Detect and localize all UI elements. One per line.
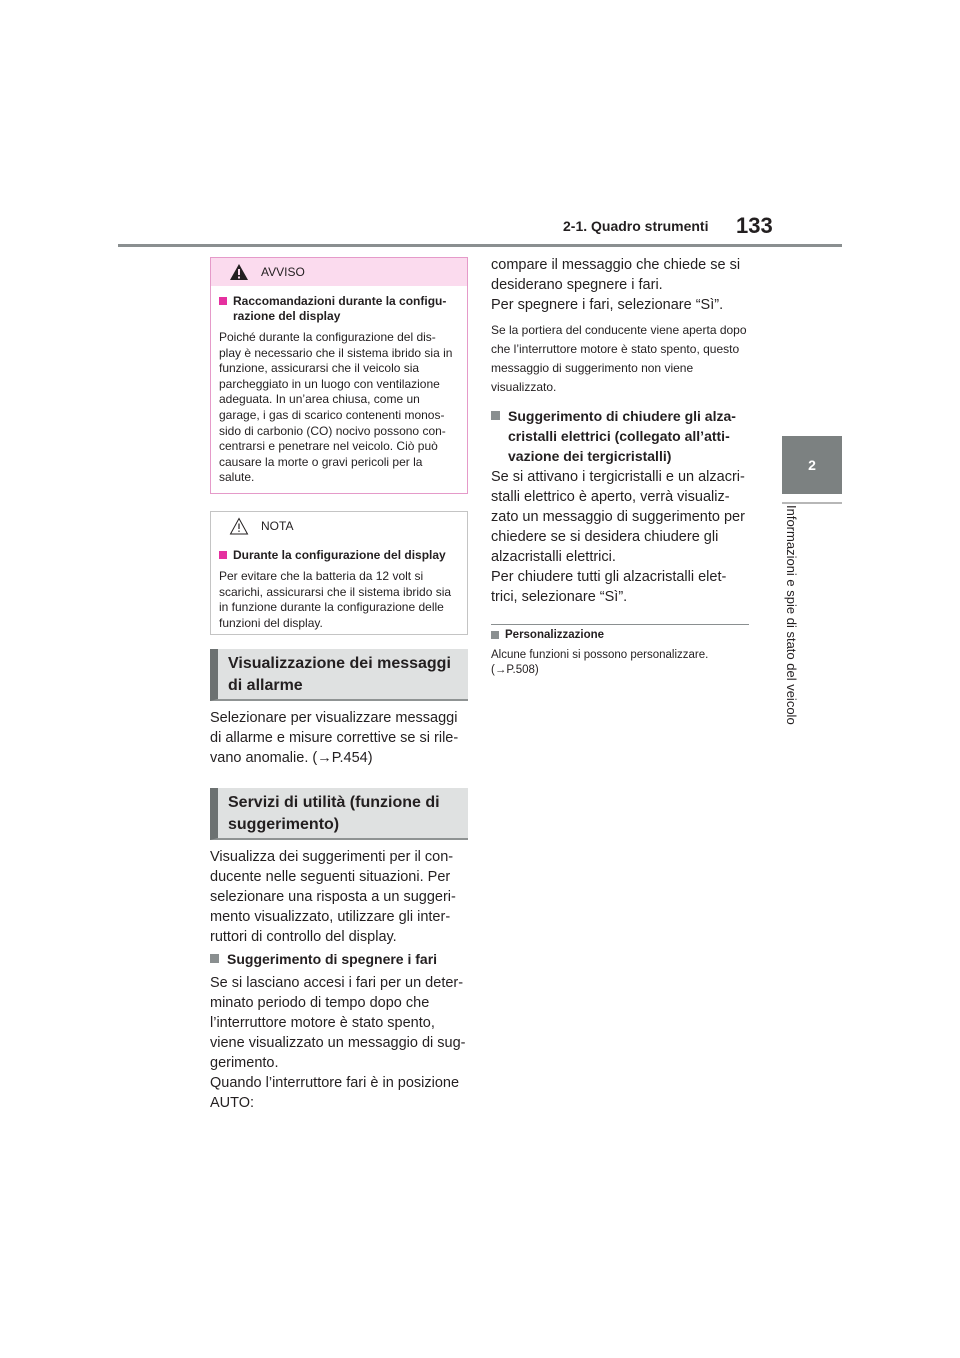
side-divider [782, 502, 842, 504]
headlights-text-1: Se si lasciano accesi i fari per un deter- minato periodo di tempo dopo che l’interruttore motore è stato spento, viene visualizzato un messaggio di sug- gerimento. [210, 975, 466, 1071]
warning-box [210, 257, 468, 494]
warning-label: AVVISO [261, 265, 305, 279]
note-label: NOTA [261, 519, 294, 533]
gray-square-bullet-icon [491, 631, 499, 639]
note-box [210, 511, 468, 635]
gray-square-bullet-icon [491, 411, 500, 420]
windows-text-2: Per chiudere tutti gli alzacristalli elet- trici, selezionare “Sì”. [491, 569, 727, 605]
headlights-text-3: compare il messaggio che chiede se si desiderano spegnere i fari. [491, 257, 741, 293]
chapter-title: Informazioni e spie di stato del veicolo [784, 505, 799, 725]
heading-utility-services [210, 788, 468, 840]
section-label: 2-1. Quadro strumenti [563, 218, 709, 234]
warning-icon [229, 263, 249, 281]
customization-title-text: Personalizzazione [505, 629, 605, 641]
warning-messages-text: Selezionare per visualizzare messaggi di allarme e misure correttive se si rile- vano anomalie. (→P.454) [210, 710, 459, 766]
header-divider [118, 244, 842, 247]
warning-subtitle [219, 294, 459, 324]
note-text: Per evitare che la batteria da 12 volt si scarichi, assicurarsi che il sistema ibrido sia in funzione durante la configurazione delle funzioni del display. [219, 569, 452, 630]
chapter-tab[interactable] [782, 436, 842, 494]
windows-text-1: Se si attivano i tergicristalli e un alzacri- stalli elettrico è aperto, verrà visualiz- zato un messaggio di suggerimento per chiedere se si desidera chiudere gli alzacristalli elettrici. [491, 469, 745, 565]
heading-warning-messages-text: Visualizzazione dei messaggi di allarme [228, 655, 451, 694]
headlights-text-2: Quando l’interruttore fari è in posizione AUTO: [210, 1075, 460, 1111]
warning-text: Poiché durante la configurazione del dis- play è necessario che il sistema ibrido sia in funzione, assicurarsi che il veicolo sia parcheggiato in un luogo con ventilazione adeguata. In un’area chiusa, come un garage, i gas di scarico contenenti monos- sido di carbonio (CO) nocivo possono con- centrarsi e penetrare nel veicolo. Ciò può causare la morte o gravi pericoli per la salute. [219, 330, 453, 485]
pink-square-bullet-icon [219, 551, 227, 559]
caution-outline-icon [229, 517, 249, 535]
chapter-title-vertical [782, 505, 806, 740]
heading-warning-messages [210, 649, 468, 701]
warning-subtitle-text: Raccomandazioni durante la configu- razione del display [233, 294, 447, 323]
headlights-text-4: Per spegnere i fari, selezionare “Sì”. [491, 297, 724, 313]
sub-heading-headlights [210, 949, 468, 969]
note-subtitle-text: Durante la configurazione del display [233, 548, 446, 562]
customization-text: Alcune funzioni si possono personalizzare. (→P.508) [491, 649, 709, 676]
warning-header [211, 258, 467, 286]
heading-utility-services-text: Servizi di utilità (funzione di suggerimento) [228, 794, 440, 833]
sub-heading-windows-text: Suggerimento di chiudere gli alza- cristalli elettrici (collegato all’atti- vazione dei tergicristalli) [508, 408, 736, 464]
sub-heading-headlights-text: Suggerimento di spegnere i fari [227, 951, 438, 967]
customization-divider [491, 624, 749, 625]
headlights-note: Se la portiera del conducente viene aperta dopo che l’interruttore motore è stato spento, questo messaggio di suggerimento non viene visualizzato. [491, 323, 747, 394]
page-number: 133 [736, 213, 773, 238]
gray-square-bullet-icon [210, 954, 219, 963]
note-subtitle [219, 548, 459, 563]
sub-heading-windows [491, 406, 749, 466]
pink-square-bullet-icon [219, 297, 227, 305]
note-header [211, 512, 467, 540]
chapter-number: 2 [808, 457, 816, 473]
customization-title [491, 629, 749, 641]
utility-intro-text: Visualizza dei suggerimenti per il con- ducente nelle seguenti situazioni. Per selezionare una risposta a un suggeri- mento visualizzato, utilizzare gli inter- ruttori di controllo del display. [210, 849, 456, 945]
